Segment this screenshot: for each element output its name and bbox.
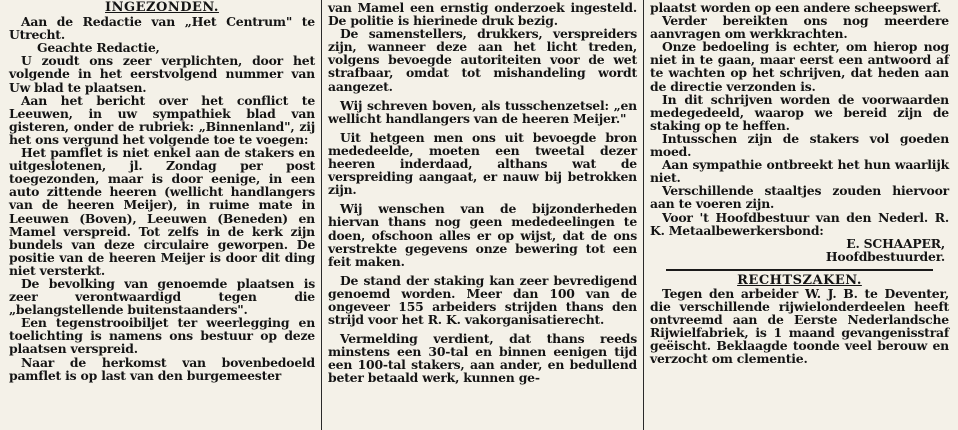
signature-name: E. SCHAAPER,: [846, 235, 945, 251]
paragraph: Aan het bericht over het conflict te Leeuwen, in uw sympathiek blad van gisteren, onder de rubriek: „Binnenland", zij het ons vergund het volgende toe te voegen:: [9, 92, 315, 147]
paragraph: van Mamel een ernstig onderzoek ingesteld. De politie is hierinede druk bezig.: [328, 0, 637, 29]
paragraph: Verder bereikten ons nog meerdere aanvragen om werkkrachten.: [650, 13, 949, 42]
paragraph: De bevolking van genoemde plaatsen is zeer verontwaardigd tegen die „belangstellende buitenstaanders".: [9, 275, 315, 318]
paragraph: Aan sympathie ontbreekt het hun waarlijk niet.: [650, 157, 949, 186]
signature-intro: Voor 't Hoofdbestuur van den Nederl. R. K. Metaalbewerkersbond:: [650, 209, 949, 238]
section-heading-ingezonden: INGEZONDEN.: [105, 0, 219, 15]
paragraph: De samenstellers, drukkers, verspreiders zijn, wanneer deze aan het licht treden, volgens bevoegde autoriteiten voor de wet strafbaar, omdat tot mishandeling wordt aangezet.: [328, 26, 637, 94]
paragraph: Een tegenstrooibiljet ter weerlegging en toelichting is namens ons bestuur op deze plaatsen verspreid.: [9, 315, 315, 357]
section-heading-rechtszaken: RECHTSZAKEN.: [737, 272, 862, 288]
paragraph: Het pamflet is niet enkel aan de stakers en uitgeslotenen, jl. Zondag per post toegezonden, maar is door eenige, in een auto zittende heeren (wellicht handlangers van de heeren Meijer), in ruime mate in Leeuwen (Boven), Leeuwen (Beneden) en Mamel verspreid. Tot zelfs in de kerk zijn bundels van deze circulaire geworpen. De positie van de heeren Meijer is door dit ding niet versterkt.: [9, 145, 315, 278]
letter-salutation: Geachte Redactie,: [37, 40, 160, 56]
paragraph: U zoudt ons zeer verplichten, door het volgende in het eerstvolgend nummer van Uw blad te plaatsen.: [9, 53, 315, 95]
paragraph: Intusschen zijn de stakers vol goeden moed.: [650, 130, 949, 160]
paragraph: Verschillende staaltjes zouden hiervoor aan te voeren zijn.: [650, 183, 949, 212]
paragraph: Wij wenschen van de bijzonderheden hiervan thans nog geen mededeelingen te doen, ofschoon alles er op wijst, dat de ons verstrekte gegevens onze bewering tot een feit maken.: [328, 201, 637, 269]
paragraph: Vermelding verdient, dat thans reeds minstens een 30-tal en binnen eenigen tijd een 100-tal stakers, aan ander, en bedullend beter betaald werk, kunnen ge-: [328, 331, 637, 386]
paragraph: In dit schrijven worden de voorwaarden medegedeeld, waarop we bereid zijn de staking op te heffen.: [650, 91, 949, 133]
paragraph: Tegen den arbeider W. J. B. te Deventer, die verschillende rijwielonderdeelen heeft ontvreemd aan de Eerste Nederlandsche Rijwielfabriek, is 1 maand gevangenisstraf geëischt. Beklaagde toonde veel berouw en verzocht om clementie.: [650, 285, 949, 367]
signature-title: Hoofdbestuurder.: [825, 248, 945, 264]
column-1: [3, 0, 321, 430]
paragraph: Uit hetgeen men ons uit bevoegde bron mededeelde, moeten een tweetal dezer heeren inderdaad, althans wat de verspreiding aangaat, er nauw bij betrokken zijn.: [328, 129, 637, 198]
paragraph: Wij schreven boven, als tusschenzetsel: „en wellicht handlangers van de heeren Meijer.": [328, 97, 637, 126]
paragraph: De stand der staking kan zeer bevredigend genoemd worden. Meer dan 100 van de ongeveer 155 arbeiders strijden thans den strijd voor het R. K. vakorganisatierecht.: [328, 272, 637, 328]
paragraph: Onze bedoeling is echter, om hierop nog niet in te gaan, maar eerst een antwoord af te wachten op het schrijven, dat heden aan de directie verzonden is.: [650, 39, 949, 94]
paragraph: plaatst worden op een andere scheepswerf.: [650, 0, 942, 15]
section-divider: [666, 269, 933, 271]
paragraph: Naar de herkomst van bovenbedoeld pamflet is op last van den burgemeester: [9, 354, 315, 383]
column-2: [321, 0, 643, 430]
letter-address: Aan de Redactie van „Het Centrum" te Utrecht.: [9, 14, 315, 43]
column-3: [643, 0, 955, 430]
